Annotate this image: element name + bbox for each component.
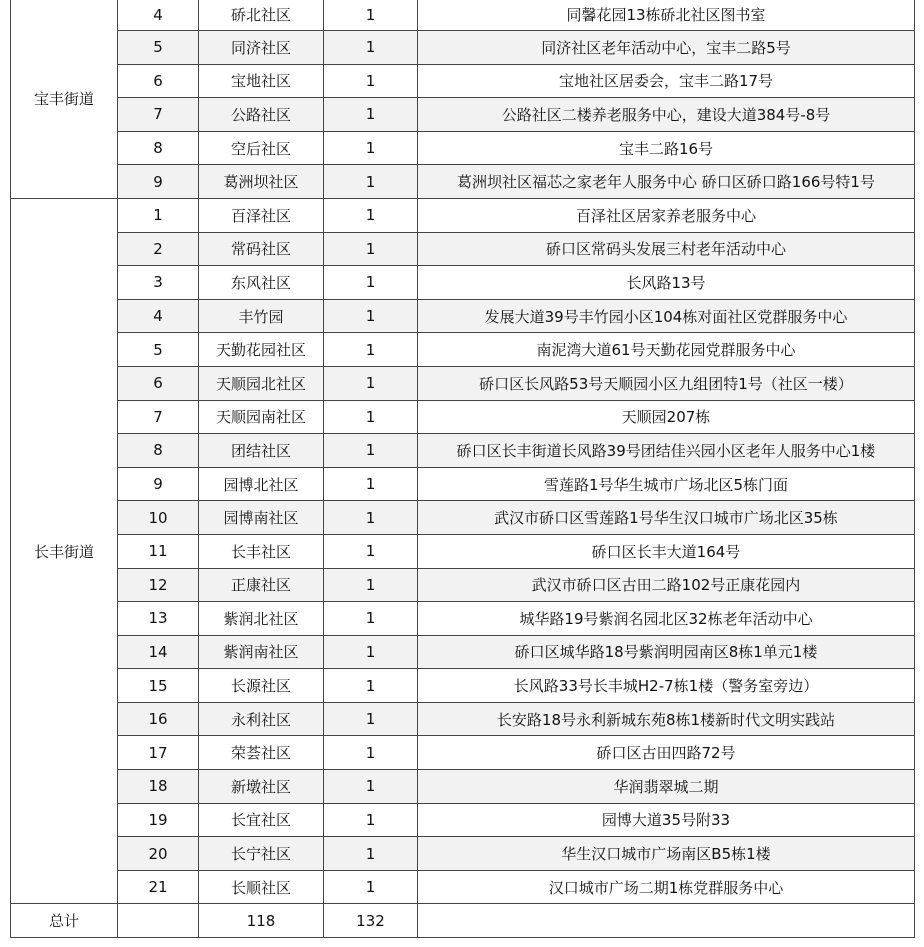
community-name-cell: 同济社区 <box>199 31 324 65</box>
address-cell: 华生汉口城市广场南区B5栋1楼 <box>418 837 915 871</box>
community-name-cell: 紫润南社区 <box>199 635 324 669</box>
row-number-cell: 8 <box>118 131 199 165</box>
table-row <box>11 669 915 703</box>
row-number-cell: 1 <box>118 198 199 232</box>
table-row <box>11 400 915 434</box>
count-cell: 1 <box>324 602 418 636</box>
address-cell: 硚口区长丰大道164号 <box>418 534 915 568</box>
table-row <box>11 434 915 468</box>
table-row <box>11 266 915 300</box>
address-cell: 武汉市硚口区雪莲路1号华生汉口城市广场北区35栋 <box>418 501 915 535</box>
table-row <box>11 131 915 165</box>
total-row <box>11 904 915 938</box>
community-name-cell: 长源社区 <box>199 669 324 703</box>
count-cell: 1 <box>324 98 418 132</box>
table-row <box>11 98 915 132</box>
table-row <box>11 770 915 804</box>
address-cell: 城华路19号紫润名园北区32栋老年活动中心 <box>418 602 915 636</box>
count-cell: 1 <box>324 467 418 501</box>
community-name-cell: 园博北社区 <box>199 467 324 501</box>
community-name-cell: 空后社区 <box>199 131 324 165</box>
address-cell: 硚口区长丰街道长风路39号团结佳兴园小区老年人服务中心1楼 <box>418 434 915 468</box>
count-cell: 1 <box>324 366 418 400</box>
community-name-cell: 天勤花园社区 <box>199 333 324 367</box>
community-name-cell: 百泽社区 <box>199 198 324 232</box>
row-number-cell: 3 <box>118 266 199 300</box>
row-number-cell: 9 <box>118 467 199 501</box>
row-number-cell: 6 <box>118 366 199 400</box>
address-cell: 长安路18号永利新城东苑8栋1楼新时代文明实践站 <box>418 702 915 736</box>
row-number-cell: 7 <box>118 98 199 132</box>
community-name-cell: 常码社区 <box>199 232 324 266</box>
address-cell: 硚口区常码头发展三村老年活动中心 <box>418 232 915 266</box>
count-cell: 1 <box>324 64 418 98</box>
row-number-cell: 6 <box>118 64 199 98</box>
address-cell: 硚口区古田四路72号 <box>418 736 915 770</box>
count-cell: 1 <box>324 669 418 703</box>
row-number-cell: 18 <box>118 770 199 804</box>
table-row <box>11 870 915 904</box>
table-row <box>11 31 915 65</box>
count-cell: 1 <box>324 266 418 300</box>
community-name-cell: 正康社区 <box>199 568 324 602</box>
count-cell: 1 <box>324 501 418 535</box>
count-cell: 1 <box>324 736 418 770</box>
address-cell: 公路社区二楼养老服务中心，建设大道384号-8号 <box>418 98 915 132</box>
community-name-cell: 葛洲坝社区 <box>199 165 324 199</box>
community-name-cell: 荣荟社区 <box>199 736 324 770</box>
row-number-cell: 4 <box>118 299 199 333</box>
total-community-count-cell: 118 <box>199 904 324 938</box>
community-name-cell: 东风社区 <box>199 266 324 300</box>
row-number-cell: 13 <box>118 602 199 636</box>
street-cell: 宝丰街道 <box>11 0 118 198</box>
row-number-cell: 20 <box>118 837 199 871</box>
address-cell: 华润翡翠城二期 <box>418 770 915 804</box>
community-name-cell: 长宜社区 <box>199 803 324 837</box>
row-number-cell: 2 <box>118 232 199 266</box>
table-row <box>11 198 915 232</box>
table-row <box>11 602 915 636</box>
address-cell: 葛洲坝社区福芯之家老年人服务中心 硚口区硚口路166号特1号 <box>418 165 915 199</box>
address-cell: 同济社区老年活动中心，宝丰二路5号 <box>418 31 915 65</box>
address-cell: 百泽社区居家养老服务中心 <box>418 198 915 232</box>
count-cell: 1 <box>324 837 418 871</box>
row-number-cell: 15 <box>118 669 199 703</box>
row-number-cell: 8 <box>118 434 199 468</box>
count-cell: 1 <box>324 131 418 165</box>
community-name-cell: 宝地社区 <box>199 64 324 98</box>
address-cell: 同馨花园13栋硚北社区图书室 <box>418 0 915 31</box>
community-name-cell: 丰竹园 <box>199 299 324 333</box>
community-name-cell: 硚北社区 <box>199 0 324 31</box>
address-cell: 硚口区长风路53号天顺园小区九组团特1号（社区一楼） <box>418 366 915 400</box>
table-row <box>11 803 915 837</box>
row-number-cell: 10 <box>118 501 199 535</box>
count-cell: 1 <box>324 400 418 434</box>
street-cell: 长丰街道 <box>11 198 118 903</box>
total-label-cell: 总计 <box>11 904 118 938</box>
address-cell: 天顺园207栋 <box>418 400 915 434</box>
table-row <box>11 64 915 98</box>
row-number-cell: 11 <box>118 534 199 568</box>
table-row <box>11 467 915 501</box>
count-cell: 1 <box>324 198 418 232</box>
community-name-cell: 天顺园北社区 <box>199 366 324 400</box>
community-name-cell: 团结社区 <box>199 434 324 468</box>
table-row <box>11 333 915 367</box>
table-body <box>11 0 915 938</box>
count-cell: 1 <box>324 568 418 602</box>
community-name-cell: 天顺园南社区 <box>199 400 324 434</box>
community-name-cell: 永利社区 <box>199 702 324 736</box>
row-number-cell: 7 <box>118 400 199 434</box>
row-number-cell: 9 <box>118 165 199 199</box>
table-row <box>11 165 915 199</box>
address-cell: 发展大道39号丰竹园小区104栋对面社区党群服务中心 <box>418 299 915 333</box>
community-name-cell: 长宁社区 <box>199 837 324 871</box>
row-number-cell: 12 <box>118 568 199 602</box>
address-cell: 武汉市硚口区古田二路102号正康花园内 <box>418 568 915 602</box>
address-cell: 南泥湾大道61号天勤花园党群服务中心 <box>418 333 915 367</box>
address-cell: 雪莲路1号华生城市广场北区5栋门面 <box>418 467 915 501</box>
table-row <box>11 568 915 602</box>
address-cell: 汉口城市广场二期1栋党群服务中心 <box>418 870 915 904</box>
table-row <box>11 635 915 669</box>
table-row <box>11 232 915 266</box>
table-row <box>11 366 915 400</box>
count-cell: 1 <box>324 803 418 837</box>
address-cell: 宝地社区居委会，宝丰二路17号 <box>418 64 915 98</box>
table-row <box>11 736 915 770</box>
table-row <box>11 702 915 736</box>
table-row <box>11 534 915 568</box>
address-cell: 长风路33号长丰城H2-7栋1楼（警务室旁边） <box>418 669 915 703</box>
row-number-cell: 16 <box>118 702 199 736</box>
community-name-cell: 园博南社区 <box>199 501 324 535</box>
address-cell: 宝丰二路16号 <box>418 131 915 165</box>
community-name-cell: 公路社区 <box>199 98 324 132</box>
address-cell: 园博大道35号附33 <box>418 803 915 837</box>
count-cell: 1 <box>324 232 418 266</box>
total-count-cell: 132 <box>324 904 418 938</box>
address-cell: 长风路13号 <box>418 266 915 300</box>
row-number-cell: 14 <box>118 635 199 669</box>
row-number-cell: 21 <box>118 870 199 904</box>
table-row <box>11 837 915 871</box>
count-cell: 1 <box>324 702 418 736</box>
count-cell: 1 <box>324 770 418 804</box>
count-cell: 1 <box>324 31 418 65</box>
count-cell: 1 <box>324 434 418 468</box>
count-cell: 1 <box>324 333 418 367</box>
count-cell: 1 <box>324 165 418 199</box>
community-name-cell: 长丰社区 <box>199 534 324 568</box>
table-row <box>11 299 915 333</box>
community-name-cell: 长顺社区 <box>199 870 324 904</box>
count-cell: 1 <box>324 534 418 568</box>
count-cell: 1 <box>324 635 418 669</box>
row-number-cell: 4 <box>118 0 199 31</box>
table-row <box>11 0 915 31</box>
row-number-cell: 19 <box>118 803 199 837</box>
total-address-cell <box>418 904 915 938</box>
total-number-cell <box>118 904 199 938</box>
address-cell: 硚口区城华路18号紫润明园南区8栋1单元1楼 <box>418 635 915 669</box>
table-row <box>11 501 915 535</box>
count-cell: 1 <box>324 870 418 904</box>
count-cell: 1 <box>324 299 418 333</box>
community-table <box>10 0 915 938</box>
community-name-cell: 紫润北社区 <box>199 602 324 636</box>
community-name-cell: 新墩社区 <box>199 770 324 804</box>
row-number-cell: 17 <box>118 736 199 770</box>
count-cell: 1 <box>324 0 418 31</box>
row-number-cell: 5 <box>118 31 199 65</box>
row-number-cell: 5 <box>118 333 199 367</box>
